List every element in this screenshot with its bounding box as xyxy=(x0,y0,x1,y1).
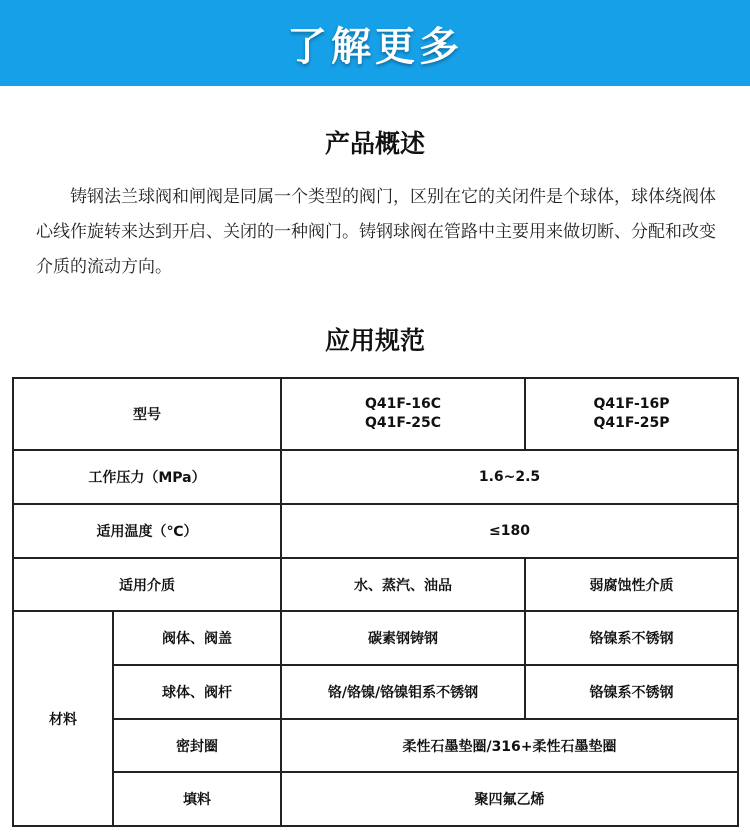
ball-label: 球体、阀杆 xyxy=(113,665,281,719)
pressure-label: 工作压力（MPa） xyxy=(13,450,281,504)
table-row xyxy=(13,772,738,826)
spec-table xyxy=(12,377,739,827)
pressure-value: 1.6~2.5 xyxy=(281,450,738,504)
table-row xyxy=(13,504,738,558)
table-row xyxy=(13,611,738,665)
model-p-cell xyxy=(525,378,738,450)
medium-label: 适用介质 xyxy=(13,558,281,611)
seal-value: 柔性石墨垫圈/316+柔性石墨垫圈 xyxy=(281,719,738,772)
overview-heading: 产品概述 xyxy=(324,129,425,158)
model-c1: Q41F-16C xyxy=(364,396,442,412)
temperature-value: ≤180 xyxy=(281,504,738,558)
table-row xyxy=(13,378,738,450)
table-row xyxy=(13,665,738,719)
body-value-c: 碳素钢铸钢 xyxy=(281,611,525,665)
packing-value: 聚四氟乙烯 xyxy=(281,772,738,826)
body-value-p: 铬镍系不锈钢 xyxy=(525,611,738,665)
banner-title: 了解更多 xyxy=(287,23,463,70)
model-label: 型号 xyxy=(13,378,281,450)
packing-label: 填料 xyxy=(113,772,281,826)
top-banner xyxy=(0,0,750,86)
model-c-cell xyxy=(281,378,525,450)
table-row xyxy=(13,719,738,772)
body-label: 阀体、阀盖 xyxy=(113,611,281,665)
ball-value-p: 铬镍系不锈钢 xyxy=(525,665,738,719)
temperature-label: 适用温度（℃） xyxy=(13,504,281,558)
table-row xyxy=(13,450,738,504)
spec-heading: 应用规范 xyxy=(324,326,425,355)
medium-value-p: 弱腐蚀性介质 xyxy=(525,558,738,611)
ball-value-c: 铬/铬镍/铬镍钼系不锈钢 xyxy=(281,665,525,719)
medium-value-c: 水、蒸汽、油品 xyxy=(281,558,525,611)
model-c2: Q41F-25C xyxy=(364,415,442,431)
table-row xyxy=(13,558,738,611)
model-p2: Q41F-25P xyxy=(593,415,670,431)
material-label: 材料 xyxy=(13,611,113,826)
seal-label: 密封圈 xyxy=(113,719,281,772)
overview-paragraph: 铸钢法兰球阀和闸阀是同属一个类型的阀门，区别在它的关闭件是个球体，球体绕阀体心线作旋转来达到开启、关闭的一种阀门。铸钢球阀在管路中主要用来做切断、分配和改变介质的流动方向。 xyxy=(36,187,716,277)
model-p1: Q41F-16P xyxy=(593,396,670,412)
